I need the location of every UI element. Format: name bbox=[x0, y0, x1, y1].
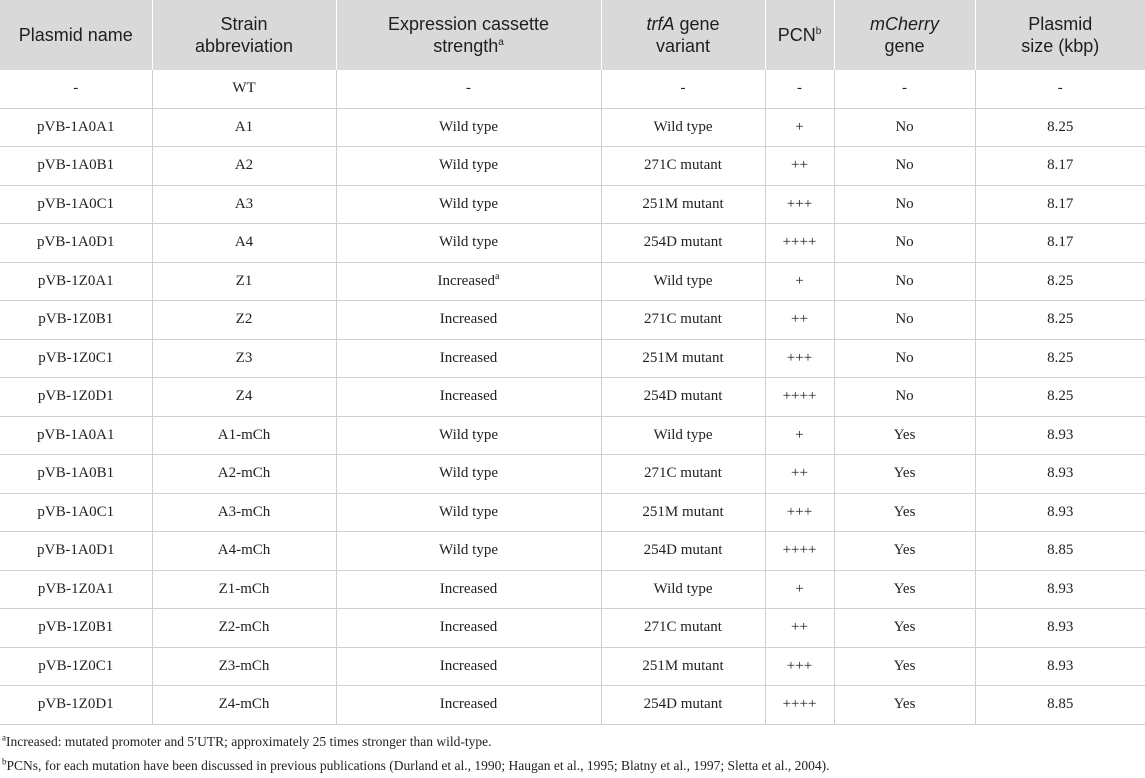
cell-plasmid-size: 8.93 bbox=[975, 493, 1145, 532]
cell-strain-abbreviation: Z4-mCh bbox=[152, 686, 336, 725]
table-row bbox=[0, 416, 1145, 455]
cell-pcn: ++ bbox=[765, 609, 834, 648]
table-header-row bbox=[0, 0, 1145, 70]
table-row bbox=[0, 686, 1145, 725]
cell-pcn: + bbox=[765, 262, 834, 301]
cell-expression-strength: Wild type bbox=[336, 532, 601, 571]
cell-pcn: + bbox=[765, 108, 834, 147]
header-strain-abbreviation: Strain abbreviation bbox=[152, 0, 336, 70]
cell-plasmid-size: - bbox=[975, 70, 1145, 108]
cell-pcn: ++++ bbox=[765, 532, 834, 571]
cell-expression-strength: Increased bbox=[336, 686, 601, 725]
cell-pcn: +++ bbox=[765, 647, 834, 686]
cell-plasmid-name: pVB-1A0C1 bbox=[0, 493, 152, 532]
cell-strain-abbreviation: A4-mCh bbox=[152, 532, 336, 571]
cell-pcn: ++ bbox=[765, 455, 834, 494]
cell-plasmid-name: - bbox=[0, 70, 152, 108]
cell-plasmid-size: 8.93 bbox=[975, 455, 1145, 494]
cell-trfa-variant: 251M mutant bbox=[601, 185, 765, 224]
cell-plasmid-name: pVB-1A0B1 bbox=[0, 455, 152, 494]
table-row bbox=[0, 532, 1145, 571]
cell-strain-abbreviation: Z3-mCh bbox=[152, 647, 336, 686]
cell-trfa-variant: 251M mutant bbox=[601, 647, 765, 686]
cell-expression-strength: Increased bbox=[336, 301, 601, 340]
cell-pcn: - bbox=[765, 70, 834, 108]
cell-plasmid-name: pVB-1Z0C1 bbox=[0, 647, 152, 686]
cell-mcherry-gene: - bbox=[834, 70, 975, 108]
cell-strain-abbreviation: Z1 bbox=[152, 262, 336, 301]
cell-strain-abbreviation: A2 bbox=[152, 147, 336, 186]
cell-expression-strength: Increased bbox=[336, 570, 601, 609]
cell-expression-strength: Wild type bbox=[336, 493, 601, 532]
table-row bbox=[0, 108, 1145, 147]
cell-expression-strength: Increased bbox=[336, 339, 601, 378]
cell-trfa-variant: 251M mutant bbox=[601, 493, 765, 532]
cell-plasmid-name: pVB-1Z0B1 bbox=[0, 301, 152, 340]
cell-plasmid-name: pVB-1Z0B1 bbox=[0, 609, 152, 648]
cell-expression-strength: Wild type bbox=[336, 147, 601, 186]
cell-plasmid-name: pVB-1A0D1 bbox=[0, 224, 152, 263]
cell-pcn: +++ bbox=[765, 493, 834, 532]
cell-trfa-variant: Wild type bbox=[601, 416, 765, 455]
header-pcn: PCN$^b$ bbox=[765, 0, 834, 70]
cell-mcherry-gene: No bbox=[834, 339, 975, 378]
cell-pcn: ++++ bbox=[765, 686, 834, 725]
header-expression-cassette-strength: Expression cassette strength$^a$ bbox=[336, 0, 601, 70]
header-trfa-gene-variant: trfA gene variant bbox=[601, 0, 765, 70]
cell-expression-strength: - bbox=[336, 70, 601, 108]
cell-trfa-variant: - bbox=[601, 70, 765, 108]
cell-strain-abbreviation: A4 bbox=[152, 224, 336, 263]
table-row bbox=[0, 262, 1145, 301]
cell-expression-strength: Increased$^a$ bbox=[336, 262, 601, 301]
cell-plasmid-size: 8.25 bbox=[975, 378, 1145, 417]
cell-trfa-variant: 254D mutant bbox=[601, 532, 765, 571]
cell-expression-strength: Wild type bbox=[336, 185, 601, 224]
cell-plasmid-size: 8.85 bbox=[975, 686, 1145, 725]
cell-plasmid-name: pVB-1Z0D1 bbox=[0, 686, 152, 725]
cell-expression-strength: Wild type bbox=[336, 455, 601, 494]
table-row bbox=[0, 378, 1145, 417]
cell-mcherry-gene: No bbox=[834, 378, 975, 417]
cell-trfa-variant: 254D mutant bbox=[601, 224, 765, 263]
table-row bbox=[0, 185, 1145, 224]
cell-mcherry-gene: Yes bbox=[834, 647, 975, 686]
cell-expression-strength: Increased bbox=[336, 609, 601, 648]
cell-pcn: +++ bbox=[765, 339, 834, 378]
cell-plasmid-size: 8.25 bbox=[975, 301, 1145, 340]
footnote-marker: a bbox=[495, 270, 500, 282]
cell-trfa-variant: 271C mutant bbox=[601, 609, 765, 648]
header-plasmid-size: Plasmid size (kbp) bbox=[975, 0, 1145, 70]
cell-strain-abbreviation: A3-mCh bbox=[152, 493, 336, 532]
cell-expression-strength: Wild type bbox=[336, 108, 601, 147]
cell-plasmid-size: 8.17 bbox=[975, 224, 1145, 263]
cell-plasmid-name: pVB-1A0A1 bbox=[0, 108, 152, 147]
table-row bbox=[0, 647, 1145, 686]
cell-mcherry-gene: Yes bbox=[834, 686, 975, 725]
cell-plasmid-size: 8.85 bbox=[975, 532, 1145, 571]
cell-strain-abbreviation: A2-mCh bbox=[152, 455, 336, 494]
table-row bbox=[0, 147, 1145, 186]
table-row bbox=[0, 301, 1145, 340]
cell-trfa-variant: Wild type bbox=[601, 570, 765, 609]
table-row bbox=[0, 70, 1145, 108]
cell-strain-abbreviation: Z2 bbox=[152, 301, 336, 340]
cell-mcherry-gene: Yes bbox=[834, 455, 975, 494]
cell-mcherry-gene: No bbox=[834, 301, 975, 340]
cell-mcherry-gene: Yes bbox=[834, 416, 975, 455]
cell-expression-strength: Increased bbox=[336, 647, 601, 686]
table-row bbox=[0, 493, 1145, 532]
cell-plasmid-size: 8.93 bbox=[975, 570, 1145, 609]
cell-strain-abbreviation: A1 bbox=[152, 108, 336, 147]
table-row bbox=[0, 455, 1145, 494]
cell-plasmid-size: 8.25 bbox=[975, 339, 1145, 378]
cell-trfa-variant: 254D mutant bbox=[601, 378, 765, 417]
header-plasmid-name: Plasmid name bbox=[0, 0, 152, 70]
table-body bbox=[0, 70, 1145, 724]
table-row bbox=[0, 609, 1145, 648]
cell-pcn: + bbox=[765, 570, 834, 609]
cell-trfa-variant: 254D mutant bbox=[601, 686, 765, 725]
cell-plasmid-name: pVB-1A0C1 bbox=[0, 185, 152, 224]
table-row bbox=[0, 224, 1145, 263]
footnote-b: $^b$PCNs, for each mutation have been discussed in previous publications (Durland et al., 1990; Haugan et al., 1995; Blatny et al., 1997; Sletta et al., 2004). bbox=[2, 756, 830, 773]
cell-trfa-variant: 271C mutant bbox=[601, 301, 765, 340]
cell-plasmid-size: 8.17 bbox=[975, 185, 1145, 224]
cell-trfa-variant: Wild type bbox=[601, 108, 765, 147]
cell-expression-strength: Wild type bbox=[336, 416, 601, 455]
table-row bbox=[0, 570, 1145, 609]
header-mcherry-gene: mCherry gene bbox=[834, 0, 975, 70]
cell-trfa-variant: 251M mutant bbox=[601, 339, 765, 378]
cell-plasmid-name: pVB-1Z0D1 bbox=[0, 378, 152, 417]
cell-plasmid-size: 8.93 bbox=[975, 609, 1145, 648]
cell-plasmid-name: pVB-1Z0C1 bbox=[0, 339, 152, 378]
cell-plasmid-size: 8.25 bbox=[975, 262, 1145, 301]
cell-mcherry-gene: No bbox=[834, 108, 975, 147]
cell-plasmid-name: pVB-1Z0A1 bbox=[0, 262, 152, 301]
cell-plasmid-size: 8.93 bbox=[975, 647, 1145, 686]
cell-plasmid-name: pVB-1A0D1 bbox=[0, 532, 152, 571]
cell-mcherry-gene: Yes bbox=[834, 609, 975, 648]
cell-trfa-variant: 271C mutant bbox=[601, 455, 765, 494]
cell-mcherry-gene: Yes bbox=[834, 570, 975, 609]
cell-pcn: ++ bbox=[765, 147, 834, 186]
cell-pcn: ++++ bbox=[765, 378, 834, 417]
cell-strain-abbreviation: Z1-mCh bbox=[152, 570, 336, 609]
cell-trfa-variant: 271C mutant bbox=[601, 147, 765, 186]
cell-strain-abbreviation: WT bbox=[152, 70, 336, 108]
cell-mcherry-gene: Yes bbox=[834, 493, 975, 532]
cell-strain-abbreviation: A1-mCh bbox=[152, 416, 336, 455]
cell-pcn: +++ bbox=[765, 185, 834, 224]
cell-plasmid-size: 8.25 bbox=[975, 108, 1145, 147]
cell-plasmid-name: pVB-1Z0A1 bbox=[0, 570, 152, 609]
cell-plasmid-size: 8.17 bbox=[975, 147, 1145, 186]
cell-pcn: ++ bbox=[765, 301, 834, 340]
footnote-a: $^a$Increased: mutated promoter and 5′UTR; approximately 25 times stronger than wild-type. bbox=[2, 732, 492, 749]
cell-strain-abbreviation: A3 bbox=[152, 185, 336, 224]
cell-strain-abbreviation: Z4 bbox=[152, 378, 336, 417]
cell-plasmid-size: 8.93 bbox=[975, 416, 1145, 455]
cell-expression-strength: Increased bbox=[336, 378, 601, 417]
cell-strain-abbreviation: Z3 bbox=[152, 339, 336, 378]
table-row bbox=[0, 339, 1145, 378]
cell-trfa-variant: Wild type bbox=[601, 262, 765, 301]
cell-plasmid-name: pVB-1A0A1 bbox=[0, 416, 152, 455]
cell-mcherry-gene: Yes bbox=[834, 532, 975, 571]
cell-mcherry-gene: No bbox=[834, 185, 975, 224]
cell-mcherry-gene: No bbox=[834, 262, 975, 301]
cell-pcn: + bbox=[765, 416, 834, 455]
cell-expression-strength: Wild type bbox=[336, 224, 601, 263]
cell-mcherry-gene: No bbox=[834, 224, 975, 263]
cell-pcn: ++++ bbox=[765, 224, 834, 263]
cell-mcherry-gene: No bbox=[834, 147, 975, 186]
cell-plasmid-name: pVB-1A0B1 bbox=[0, 147, 152, 186]
cell-strain-abbreviation: Z2-mCh bbox=[152, 609, 336, 648]
